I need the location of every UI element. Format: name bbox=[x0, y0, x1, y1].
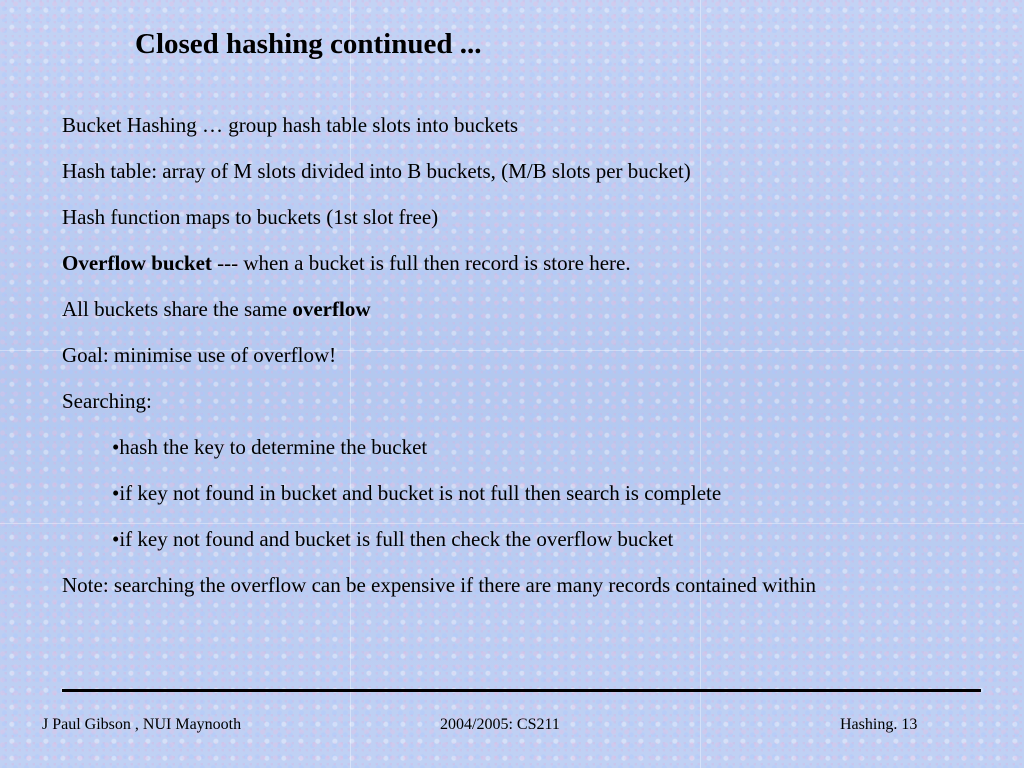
searching-heading: Searching: bbox=[62, 389, 152, 413]
note-text: Note: searching the overflow can be expensive if there are many records contained within bbox=[62, 573, 816, 597]
footer-author: J Paul Gibson , NUI Maynooth bbox=[42, 716, 242, 733]
footer-course: 2004/2005: CS211 bbox=[440, 716, 560, 733]
slide-title: Closed hashing continued ... bbox=[135, 28, 482, 60]
search-bullet-2: •if key not found in bucket and bucket is not full then search is complete bbox=[112, 481, 722, 505]
overflow-term: overflow bbox=[292, 297, 371, 321]
hash-table-line: Hash table: array of M slots divided into B buckets, (M/B slots per bucket) bbox=[62, 159, 691, 183]
goal-line: Goal: minimise use of overflow! bbox=[62, 343, 337, 367]
shared-overflow-text: All buckets share the same bbox=[62, 297, 293, 321]
overflow-bucket-term: Overflow bucket bbox=[62, 251, 212, 275]
footer-page-number: Hashing. 13 bbox=[840, 716, 918, 733]
shared-overflow-line bbox=[62, 294, 962, 324]
overflow-bucket-line bbox=[62, 248, 962, 278]
overflow-bucket-definition: --- when a bucket is full then record is store here. bbox=[211, 251, 631, 275]
search-bullet-3: •if key not found and bucket is full then check the overflow bucket bbox=[112, 527, 674, 551]
slide-body bbox=[62, 110, 962, 616]
hash-function-line: Hash function maps to buckets (1st slot free) bbox=[62, 205, 439, 229]
bucket-hashing-line: Bucket Hashing … group hash table slots into buckets bbox=[62, 113, 519, 137]
search-bullet-1: •hash the key to determine the bucket bbox=[112, 435, 428, 459]
footer-divider bbox=[62, 689, 981, 692]
